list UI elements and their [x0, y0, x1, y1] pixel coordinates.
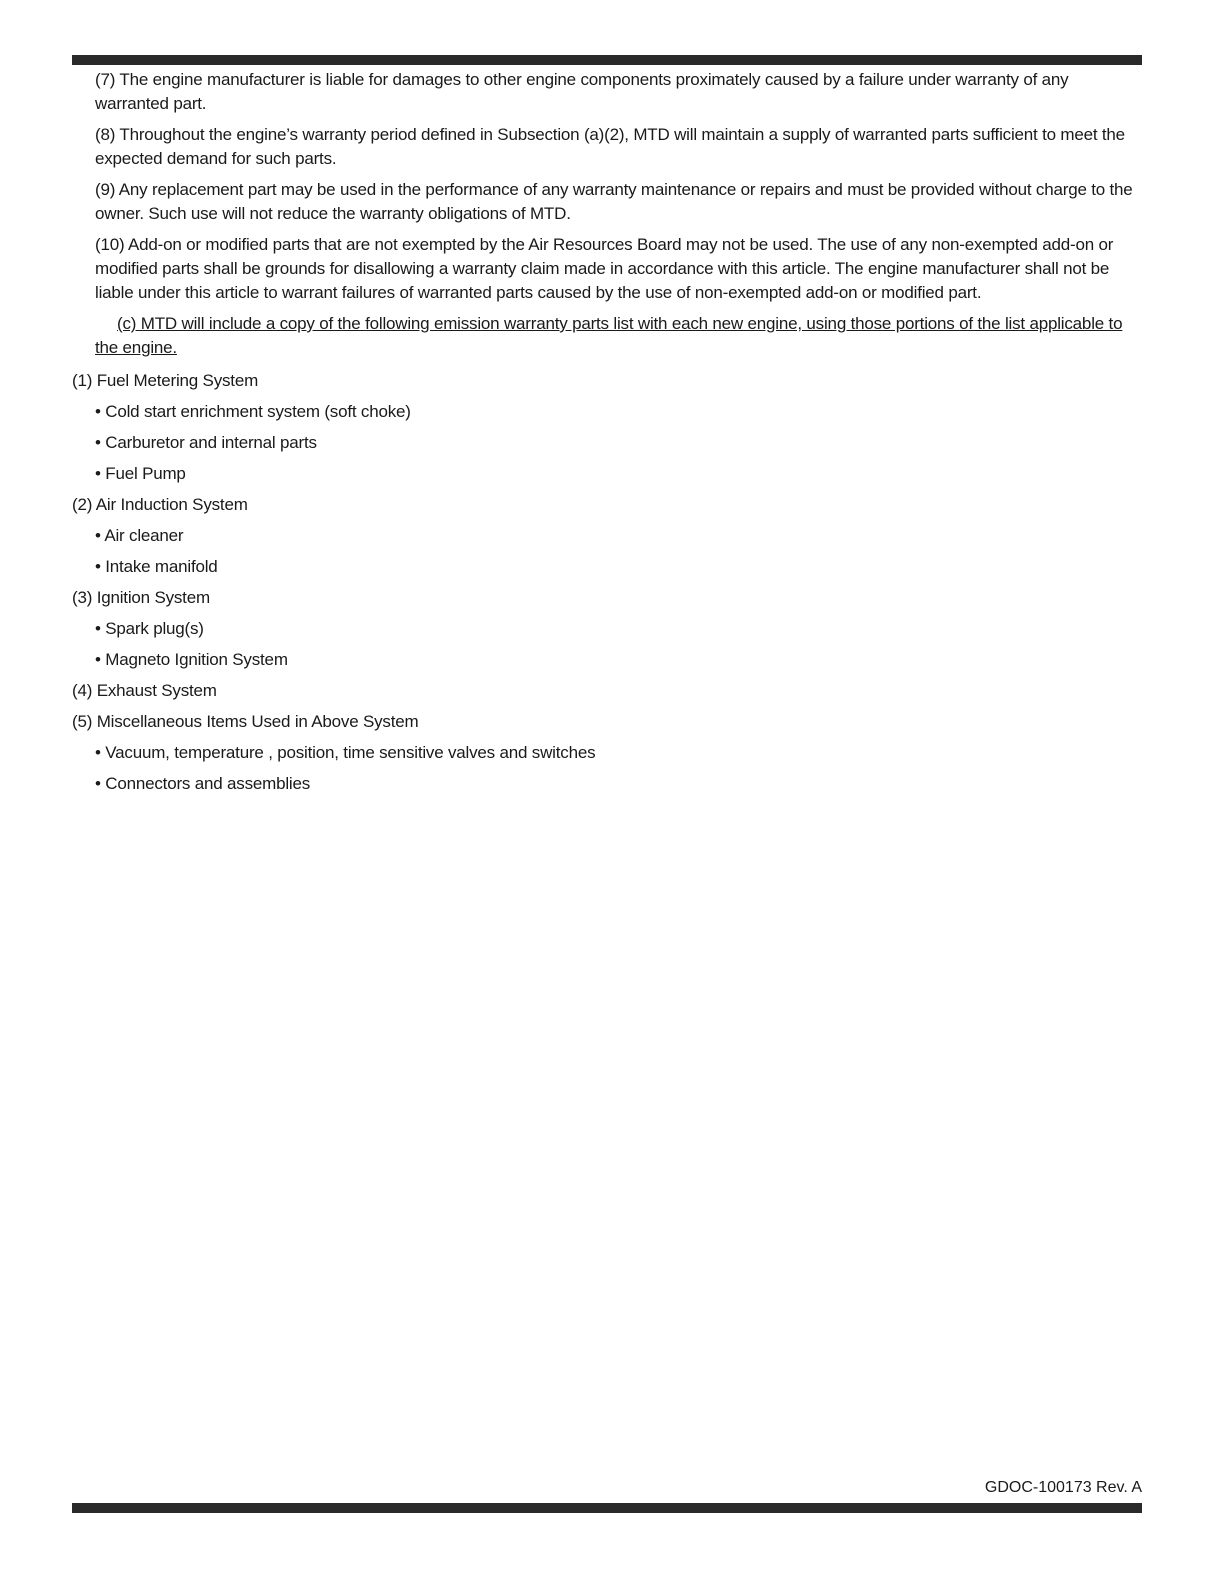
list-item: • Intake manifold	[95, 557, 218, 576]
list-item: • Magneto Ignition System	[95, 650, 288, 669]
list-item: • Connectors and assemblies	[95, 774, 311, 793]
document-body	[72, 68, 1144, 803]
section-air-induction: (2) Air Induction System	[72, 495, 248, 514]
paragraph-8: (8) Throughout the engine’s warranty period defined in Subsection (a)(2), MTD will maintain a supply of warranted parts sufficient to meet the expected demand for such parts.	[95, 125, 1125, 168]
section-exhaust: (4) Exhaust System	[72, 681, 217, 700]
top-rule	[72, 55, 1142, 65]
paragraph-7: (7) The engine manufacturer is liable for damages to other engine components proximately caused by a failure under warranty of any warranted part.	[95, 70, 1069, 113]
list-item: • Air cleaner	[95, 526, 184, 545]
list-item: • Spark plug(s)	[95, 619, 204, 638]
list-item: • Vacuum, temperature , position, time sensitive valves and switches	[95, 743, 596, 762]
document-id: GDOC-100173 Rev. A	[984, 1479, 1142, 1496]
clause-c: (c) MTD will include a copy of the following emission warranty parts list with each new engine, using those portions of the list applicable to the engine.	[95, 314, 1123, 357]
paragraph-9: (9) Any replacement part may be used in the performance of any warranty maintenance or repairs and must be provided without charge to the owner. Such use will not reduce the warranty obligations of MTD.	[95, 180, 1133, 223]
section-ignition: (3) Ignition System	[72, 588, 210, 607]
list-item: • Carburetor and internal parts	[95, 433, 317, 452]
section-fuel-metering: (1) Fuel Metering System	[72, 371, 259, 390]
bottom-rule	[72, 1503, 1142, 1513]
section-miscellaneous: (5) Miscellaneous Items Used in Above System	[72, 712, 419, 731]
list-item: • Cold start enrichment system (soft choke)	[95, 402, 411, 421]
list-item: • Fuel Pump	[95, 464, 186, 483]
paragraph-10: (10) Add-on or modified parts that are not exempted by the Air Resources Board may not be used. The use of any non-exempted add-on or modified parts shall be grounds for disallowing a warranty claim made in accordance with this article. The engine manufacturer shall not be liable under this article to warrant failures of warranted parts caused by the use of non-exempted add-on or modified part.	[95, 235, 1114, 302]
